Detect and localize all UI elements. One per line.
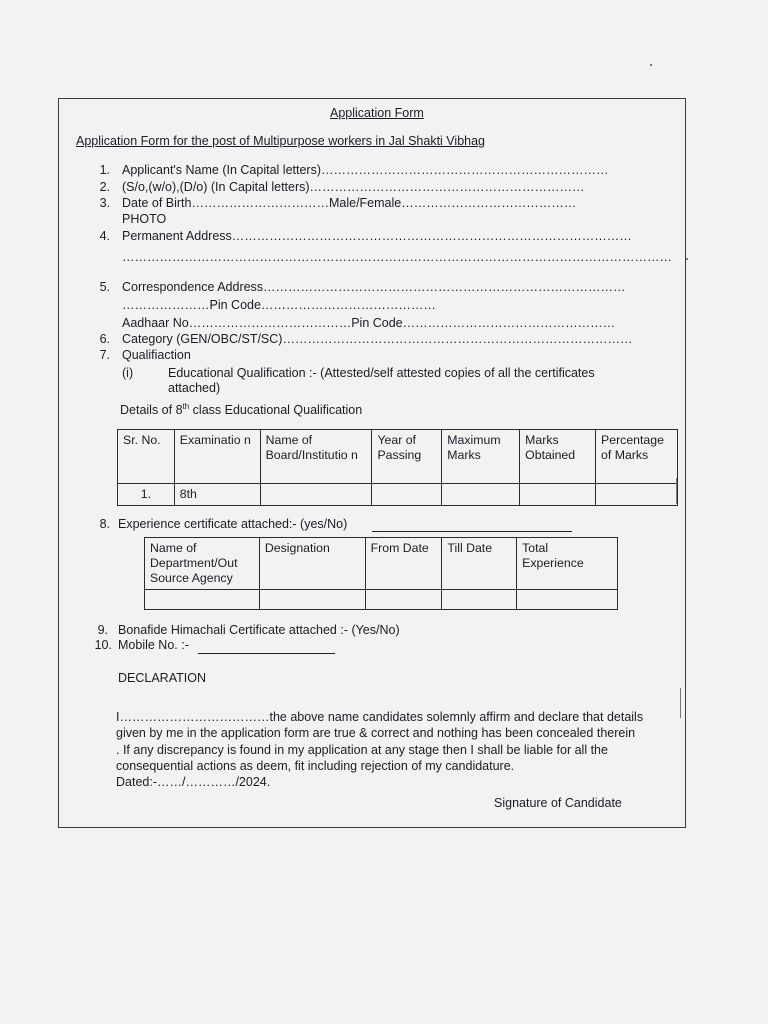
table-cell xyxy=(520,484,596,506)
table-cell xyxy=(259,590,365,610)
header-cell: Examinatio n xyxy=(174,430,260,484)
form-subtitle: Application Form for the post of Multipurpose workers in Jal Shakti Vibhag xyxy=(76,134,485,148)
table-cell: 8th xyxy=(174,484,260,506)
experience-answer-line xyxy=(372,531,572,532)
permanent-address-line2: …………………………………………………………………………………………………………………… xyxy=(122,250,672,264)
mobile-answer-line xyxy=(198,653,335,654)
item-number: 7. xyxy=(99,348,110,362)
correspondence-address-field: Correspondence Address…………………………………………………………………………… xyxy=(122,280,626,294)
header-cell: Name of Department/Out Source Agency xyxy=(145,538,260,590)
bonafide-certificate-label: Bonafide Himachali Certificate attached :- (Yes/No) xyxy=(118,623,400,637)
dob-gender-field: Date of Birth……………………………Male/Female…………………………………… xyxy=(122,196,577,210)
permanent-address-field: Permanent Address…………………………………………………………………………………… xyxy=(122,229,632,243)
item-number: 9. xyxy=(97,623,108,637)
table-cell xyxy=(372,484,442,506)
table-cell xyxy=(596,484,678,506)
declaration-line: consequential actions as deem, fit including rejection of my candidature. xyxy=(116,759,515,773)
sub-item-number: (i) xyxy=(122,366,134,380)
header-cell: Name of Board/Institutio n xyxy=(260,430,372,484)
table-header-row xyxy=(145,538,618,590)
pin-code-field: …………………Pin Code…………………………………… xyxy=(122,298,436,312)
qualification-heading: Qualifiaction xyxy=(122,348,191,362)
header-cell: Total Experience xyxy=(517,538,618,590)
scan-mark xyxy=(686,258,688,260)
dated-field: Dated:-……/…………/2024. xyxy=(116,775,271,789)
table-row xyxy=(145,590,618,610)
header-cell: Sr. No. xyxy=(118,430,175,484)
experience-table xyxy=(144,537,618,610)
header-cell: Year of Passing xyxy=(372,430,442,484)
applicant-name-field: Applicant's Name (In Capital letters)…………………………………………………………… xyxy=(122,163,609,177)
photo-label: PHOTO xyxy=(122,212,167,226)
experience-certificate-label: Experience certificate attached:- (yes/No) xyxy=(118,517,348,531)
header-cell: Maximum Marks xyxy=(442,430,520,484)
signature-label: Signature of Candidate xyxy=(494,796,622,810)
table-cell xyxy=(442,484,520,506)
table-cell: 1. xyxy=(118,484,175,506)
aadhaar-field: Aadhaar No…………………………………Pin Code…………………………………………… xyxy=(122,316,616,330)
header-cell: Till Date xyxy=(442,538,517,590)
declaration-line: given by me in the application form are true & correct and nothing has been concealed therein xyxy=(116,726,636,740)
item-number: 8. xyxy=(99,517,110,531)
form-title: Application Form xyxy=(330,106,424,120)
item-number: 4. xyxy=(99,229,110,243)
class-details-label: Details of 8th class Educational Qualification xyxy=(120,402,363,418)
table-header-row xyxy=(118,430,678,484)
declaration-line: . If any discrepancy is found in my application at any stage then I shall be liable for all the xyxy=(116,743,608,757)
declaration-heading: DECLARATION xyxy=(118,671,206,685)
item-number: 6. xyxy=(99,332,110,346)
item-number: 1. xyxy=(99,163,110,177)
header-cell: From Date xyxy=(365,538,442,590)
header-cell: Designation xyxy=(259,538,365,590)
scan-mark xyxy=(676,478,677,504)
scan-mark xyxy=(680,688,681,718)
header-cell: Marks Obtained xyxy=(520,430,596,484)
table-row xyxy=(118,484,678,506)
relation-name-field: (S/o,(w/o),(D/o) (In Capital letters)………………………………………………………… xyxy=(122,180,585,194)
item-number: 2. xyxy=(99,180,110,194)
category-field: Category (GEN/OBC/ST/SC)………………………………………………………………………… xyxy=(122,332,633,346)
item-number: 5. xyxy=(99,280,110,294)
table-cell xyxy=(365,590,442,610)
mobile-number-label: Mobile No. :- xyxy=(118,638,189,652)
item-number: 10. xyxy=(94,638,112,652)
table-cell xyxy=(442,590,517,610)
qualification-table xyxy=(117,429,678,506)
table-cell xyxy=(145,590,260,610)
header-cell: Percentage of Marks xyxy=(596,430,678,484)
educational-qualification-text-2: attached) xyxy=(168,381,221,395)
item-number: 3. xyxy=(99,196,110,210)
educational-qualification-text: Educational Qualification :- (Attested/self attested copies of all the certificates xyxy=(168,366,595,380)
table-cell xyxy=(260,484,372,506)
table-cell xyxy=(517,590,618,610)
scan-mark xyxy=(650,64,652,66)
declaration-line: I………………………………the above name candidates solemnly affirm and declare that details xyxy=(116,710,644,724)
